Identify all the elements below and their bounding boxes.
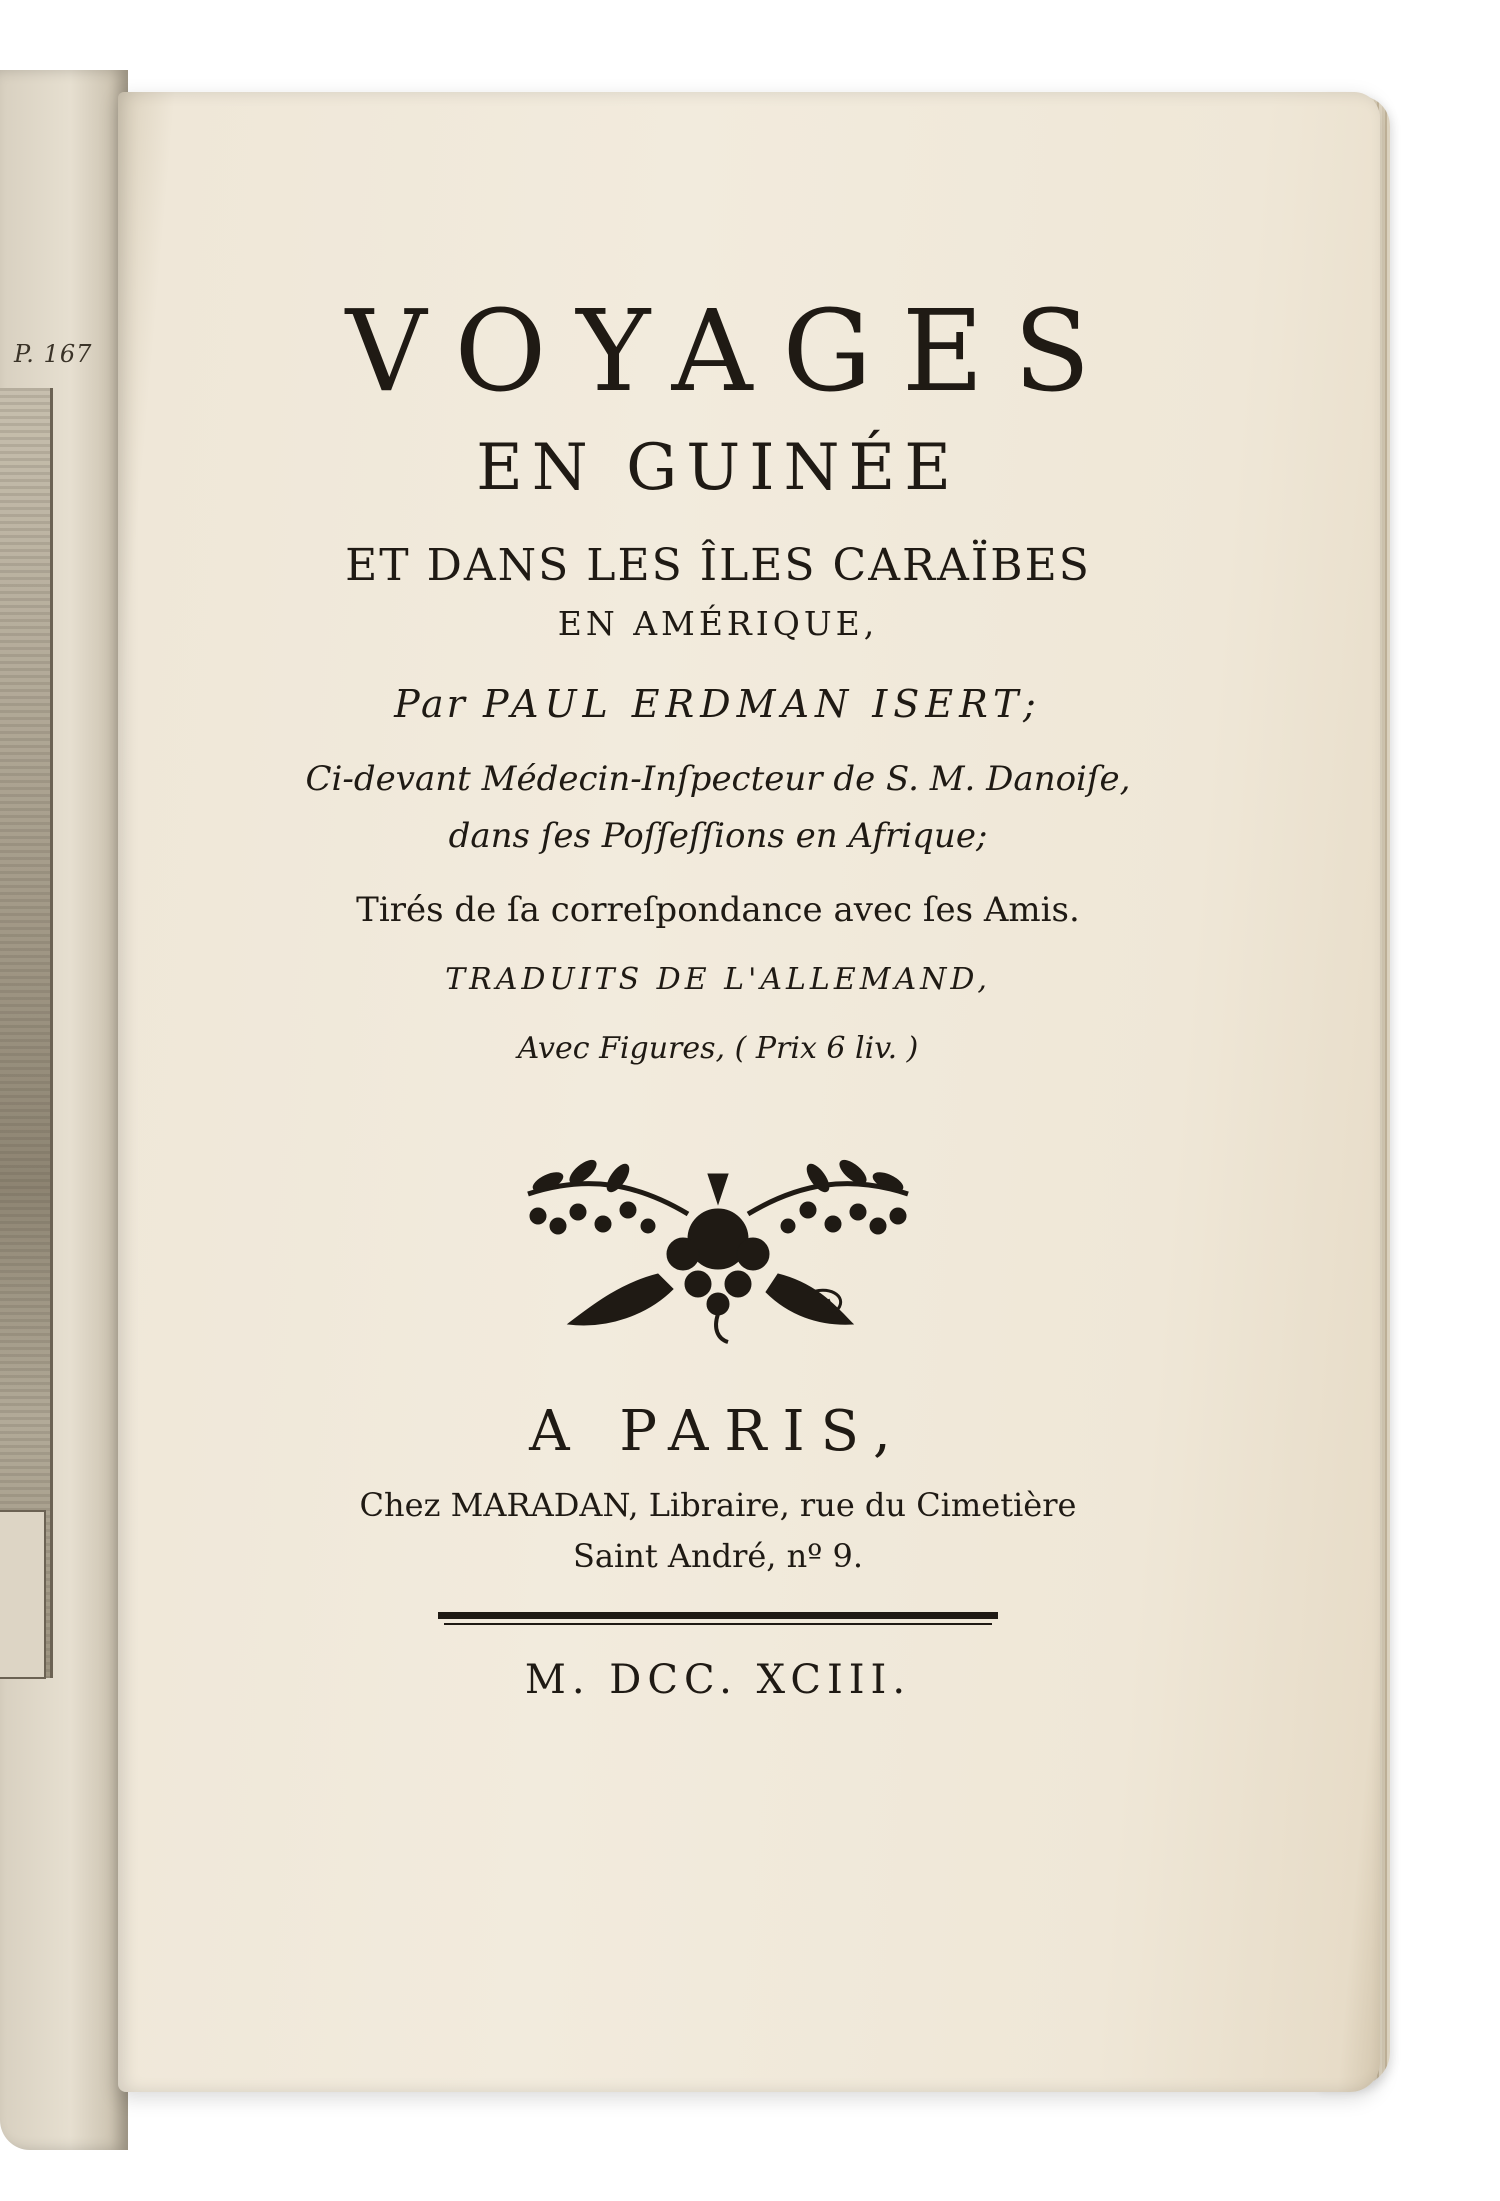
publisher-line: Chez MARADAN, Libraire, rue du Cimetière	[359, 1486, 1077, 1524]
subtitle-amerique: EN AMÉRIQUE,	[557, 604, 879, 643]
floral-fruit-vignette-icon	[508, 1134, 928, 1344]
main-title: VOYAGES	[345, 287, 1121, 417]
engraved-plate	[0, 388, 53, 1678]
plate-page-reference: P. 167	[14, 340, 93, 368]
subtitle-iles: ET DANS LES ÎLES CARAÏBES	[345, 540, 1091, 591]
author-role-line-2: dans ſes Poſſeſſions en Afrique;	[448, 816, 988, 856]
author-line	[118, 672, 1318, 736]
title-page-text	[118, 287, 1318, 1710]
facing-plate-page	[0, 70, 128, 2150]
translation-line: TRADUITS DE L'ALLEMAND,	[445, 962, 991, 997]
price: ( Prix 6 liv. )	[734, 1031, 919, 1066]
subtitle-guinee: EN GUINÉE	[476, 431, 960, 505]
publisher-address: Saint André, nº 9.	[572, 1537, 863, 1575]
correspondence-line: Tirés de ſa correſpondance avec ſes Amis.	[356, 890, 1080, 930]
double-rule-divider	[438, 1610, 998, 1630]
avec-figures: Avec Figures,	[517, 1031, 726, 1066]
figures-price-line	[118, 1020, 1318, 1078]
author-role-line-1: Ci-devant Médecin-Inſpecteur de S. M. Danoiſe,	[305, 759, 1131, 799]
engraved-plate-inset	[0, 1510, 46, 1679]
author-prefix: Par	[394, 682, 468, 726]
author-name: PAUL ERDMAN ISERT;	[482, 682, 1042, 726]
imprint-place: A PARIS,	[529, 1399, 907, 1464]
publication-date: M. DCC. XCIII.	[524, 1657, 912, 1703]
